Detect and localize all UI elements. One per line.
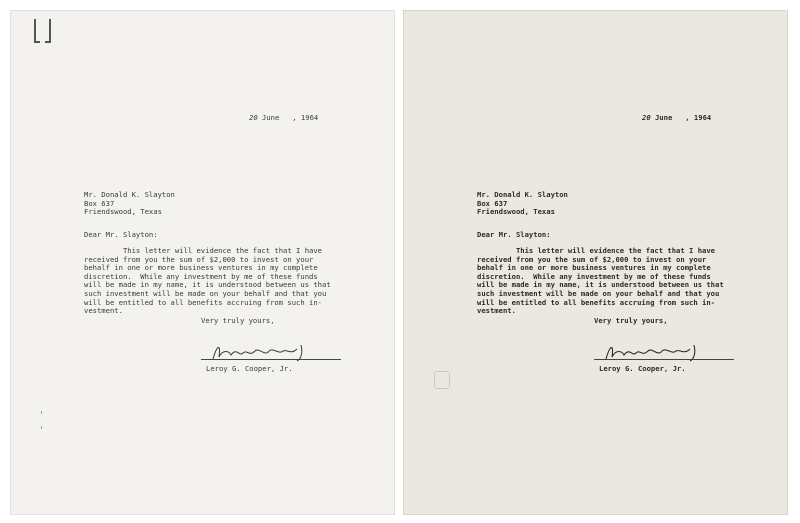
body-line: vestment. — [84, 306, 123, 316]
address-line: Box 637 — [84, 198, 115, 208]
date-rest: June , 1964 — [654, 113, 712, 122]
address-line: Mr. Donald K. Slayton — [84, 190, 175, 199]
recipient-address — [477, 191, 568, 217]
date-day: 20 — [642, 113, 651, 122]
body-line: will be made in my name, it is understood between us that — [84, 280, 331, 290]
body-line: discretion. While any investment by me of these funds — [84, 271, 318, 281]
body-line: such investment will be made on your behalf and that you — [477, 288, 720, 298]
letter-scan-right — [403, 10, 788, 515]
staple-mark — [34, 41, 40, 43]
letter-body — [84, 247, 331, 316]
signature-line — [201, 359, 341, 360]
signature-line — [594, 359, 734, 360]
address-line: Box 637 — [477, 198, 508, 208]
date-rest: June , 1964 — [261, 113, 319, 122]
typed-signer-name: Leroy G. Cooper, Jr. — [599, 364, 686, 373]
closing: Very truly yours, — [594, 316, 668, 325]
address-line: Friendswood, Texas — [477, 207, 555, 217]
letter-date — [642, 114, 711, 123]
staple-mark — [45, 41, 51, 43]
letter-body — [477, 247, 724, 316]
paper-hole-mark — [434, 371, 450, 389]
scan-speck — [41, 411, 42, 414]
body-line: received from you the sum of $2,000 to invest on your — [84, 254, 314, 264]
address-line: Mr. Donald K. Slayton — [477, 190, 568, 199]
body-line: This letter will evidence the fact that I have — [84, 246, 322, 255]
body-line: behalf in one or more business ventures in my complete — [84, 263, 318, 273]
staple-mark — [34, 19, 36, 41]
date-day: 20 — [249, 113, 258, 122]
letter-date — [249, 114, 318, 123]
typed-signer-name: Leroy G. Cooper, Jr. — [206, 364, 293, 373]
body-line: vestment. — [477, 306, 516, 316]
closing: Very truly yours, — [201, 316, 275, 325]
recipient-address — [84, 191, 175, 217]
address-line: Friendswood, Texas — [84, 207, 162, 217]
scan-speck — [41, 426, 42, 429]
salutation: Dear Mr. Slayton: — [84, 230, 158, 239]
body-line: This letter will evidence the fact that I have — [477, 246, 715, 255]
body-line: discretion. While any investment by me of these funds — [477, 271, 711, 281]
body-line: behalf in one or more business ventures in my complete — [477, 263, 711, 273]
body-line: will be entitled to all benefits accruing from such in- — [477, 297, 715, 307]
body-line: such investment will be made on your behalf and that you — [84, 288, 327, 298]
staple-mark — [49, 19, 51, 41]
salutation: Dear Mr. Slayton: — [477, 230, 551, 239]
body-line: will be made in my name, it is understood between us that — [477, 280, 724, 290]
body-line: will be entitled to all benefits accruing from such in- — [84, 297, 322, 307]
letter-scan-left — [10, 10, 395, 515]
body-line: received from you the sum of $2,000 to invest on your — [477, 254, 707, 264]
